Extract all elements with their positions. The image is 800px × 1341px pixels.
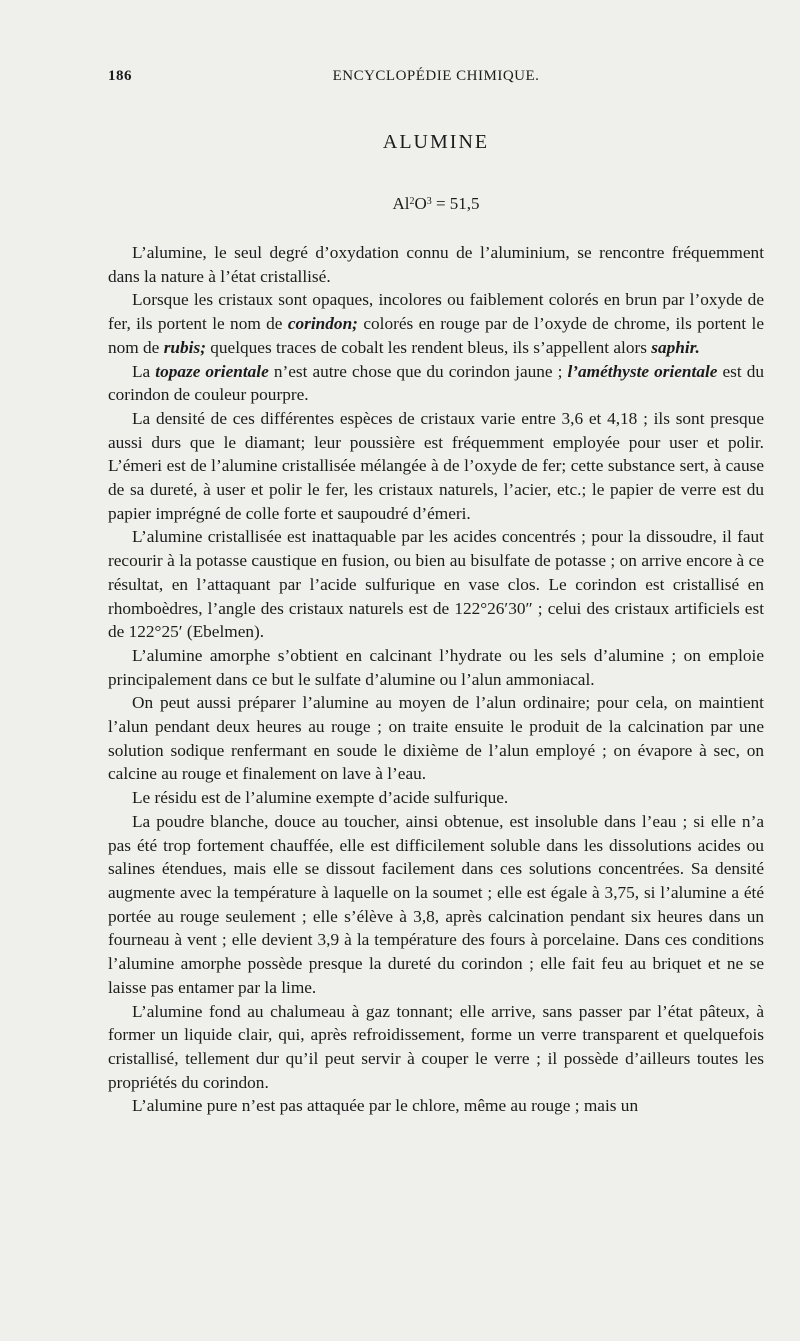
formula-mid: O xyxy=(414,194,427,213)
page-number: 186 xyxy=(108,68,132,84)
paragraph xyxy=(108,1094,764,1118)
text-run: On peut aussi préparer l’alumine au moyen de l’alun ordinaire; pour cela, on maintient l’alun pendant deux heures au rouge ; on traite ensuite le produit de la calcination par une solution sodique renfermant en soude le dixième de l’alun employé ; on évapore à sec, on calcine au rouge et finalement on lave à l’eau. xyxy=(108,693,764,784)
paragraph xyxy=(108,786,764,810)
chemical-formula xyxy=(108,194,764,214)
paragraph xyxy=(108,810,764,1000)
paragraph xyxy=(108,691,764,786)
formula-subscript-1: 2 xyxy=(409,196,415,207)
text-run: L’alumine amorphe s’obtient en calcinant l’hydrate ou les sels d’alumine ; on emploie principalement dans ce but le sulfate d’alumine ou l’alun ammoniacal. xyxy=(108,645,764,689)
formula-prefix: Al xyxy=(392,194,410,213)
text-run: n’est autre chose que du corindon jaune ; xyxy=(268,361,568,381)
paragraph xyxy=(108,1000,764,1095)
paragraph xyxy=(108,644,764,691)
text-run: L’alumine pure n’est pas attaquée par le chlore, même au rouge ; mais un xyxy=(132,1096,639,1116)
text-run: La xyxy=(132,361,156,381)
italic-term: corindon; xyxy=(287,314,358,334)
chapter-title: ALUMINE xyxy=(382,131,490,153)
text-run: colorés en rouge par de l’oxyde de chrome, ils portent le nom de xyxy=(108,314,764,357)
formula-subscript-2: 3 xyxy=(426,196,432,207)
text-run: L’alumine fond au chalumeau à gaz tonnant; elle arrive, sans passer par l’état pâteux, à former un liquide clair, qui, après refroidissement, forme un verre transparent et quelquefois cristallisé, tellement dur qu’il peut servir à couper le verre ; il possède d’ailleurs toutes les propriétés du corindon. xyxy=(108,1001,764,1092)
text-run: L’alumine, le seul degré d’oxydation connu de l’aluminium, se rencontre fréquemment dans la nature à l’état cristallisé. xyxy=(108,243,764,286)
italic-term: rubis; xyxy=(163,337,206,357)
text-run: Le résidu est de l’alumine exempte d’acide sulfurique. xyxy=(132,788,509,808)
page-header xyxy=(108,68,764,92)
italic-term: saphir. xyxy=(651,337,700,357)
text-run: quelques traces de cobalt les rendent bleus, ils s’appellent alors xyxy=(205,337,652,357)
paragraph xyxy=(108,241,764,288)
paragraph xyxy=(108,407,764,526)
formula-suffix: = 51,5 xyxy=(431,194,480,213)
text-run: La densité de ces différentes espèces de cristaux varie entre 3,6 et 4,18 ; ils sont presque aussi durs que le diamant; leur poussière est fréquemment employée pour user et polir. L’émeri est de l’alumine cristallisée mélangée à de l’oxyde de fer; cette substance sert, à cause de sa dureté, à user et polir le fer, les cristaux naturels, l’acier, etc.; le papier de verre est du papier imprégné de colle forte et saupoudré d’émeri. xyxy=(108,408,764,523)
running-title: ENCYCLOPÉDIE CHIMIQUE. xyxy=(332,68,540,84)
text-run: La poudre blanche, douce au toucher, ainsi obtenue, est insoluble dans l’eau ; si elle n’a pas été trop fortement chauffée, elle est difficilement soluble dans les dissolutions acides ou salines étendues, mais elle se dissout facilement dans ces solutions concentrées. Sa densité augmente avec la température à laquelle on la soumet ; elle est égale à 3,75, si l’alumine a été portée au rouge seulement ; elle s’élève à 3,8, après calcination pendant six heures dans un fourneau à vent ; elle devient 3,9 à la température des fours à porcelaine. Dans ces conditions l’alumine amorphe possède presque la dureté du corindon ; elle fait feu au briquet et ne se laisse pas entamer par la lime. xyxy=(108,811,764,997)
text-run: Lorsque les cristaux sont opaques, incolores ou faiblement colorés en brun par l’oxyde de fer, ils portent le nom de xyxy=(108,290,764,334)
italic-term: topaze orientale xyxy=(155,361,269,381)
paragraph xyxy=(108,360,764,407)
body-text xyxy=(108,241,764,1118)
text-run: L’alumine cristallisée est inattaquable par les acides concentrés ; pour la dissoudre, il faut recourir à la potasse caustique en fusion, ou bien au bisulfate de potasse ; on arrive encore à ce résultat, en l’attaquant par l’acide sulfurique en vase clos. Le corindon est cristallisé en rhomboèdres, l’angle des cristaux naturels est de 122°26′30″ ; celui des cristaux artificiels est de 122°25′ (Ebelmen). xyxy=(108,527,764,642)
text-run: est du corindon de couleur pourpre. xyxy=(108,361,764,405)
paragraph xyxy=(108,525,764,644)
italic-term: l’améthyste orientale xyxy=(567,361,718,381)
paragraph xyxy=(108,288,764,359)
